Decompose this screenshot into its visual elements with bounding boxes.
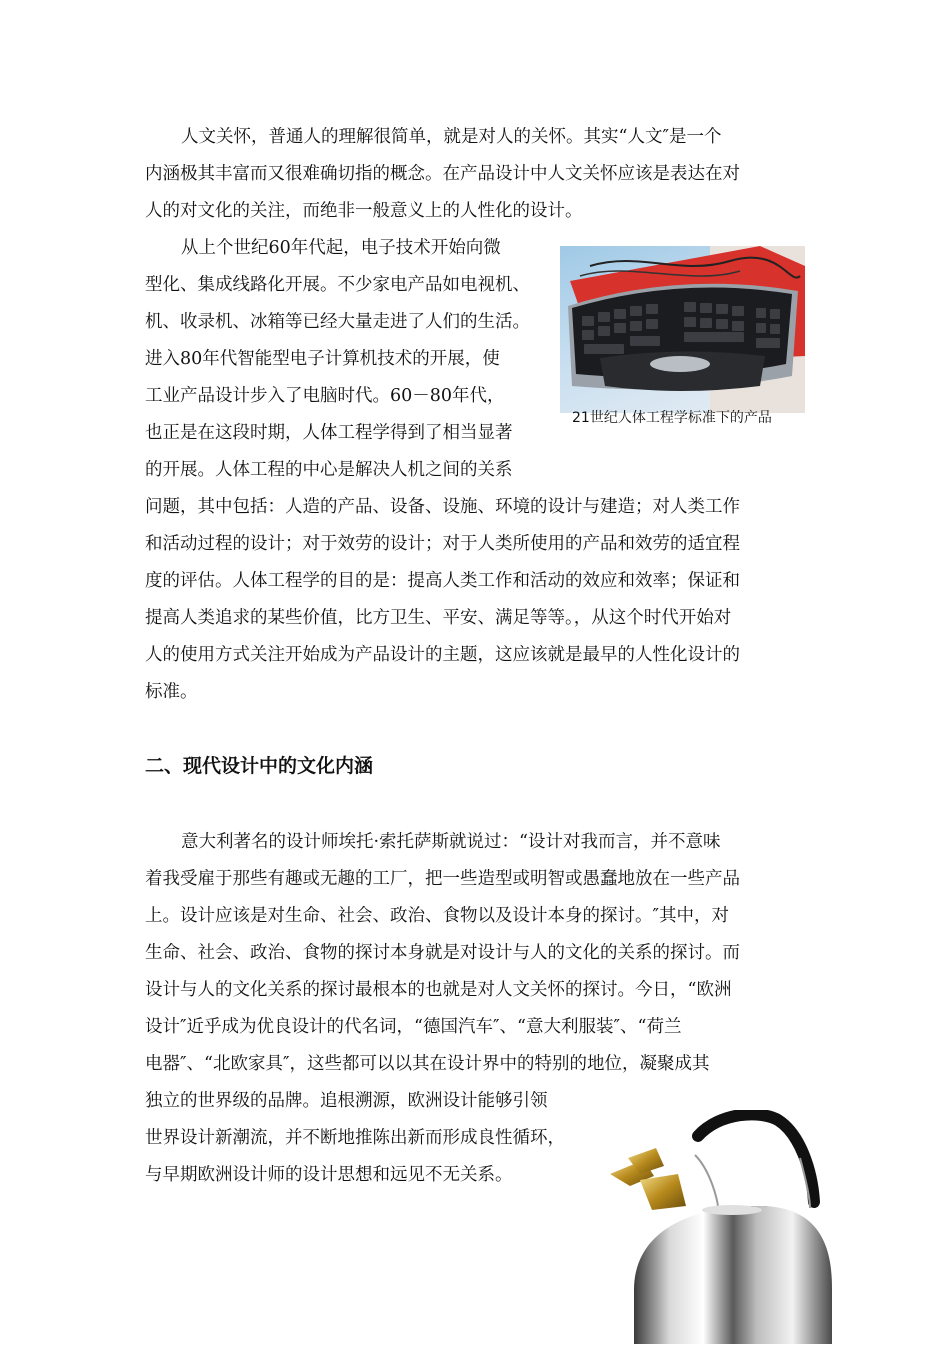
text-line: 型化、集成线路化开展。不少家电产品如电视机、 (145, 275, 530, 295)
text-line: 机、收录机、冰箱等已经大量走进了人们的生活。 (145, 312, 530, 332)
text-line: 人文关怀，普通人的理解很简单，就是对人的关怀。其实“人文″是一个 (181, 127, 722, 147)
text-line: 进入80年代智能型电子计算机技术的开展，使 (145, 349, 500, 369)
ergonomic-keyboard-photo-icon (560, 246, 805, 413)
text-line: 从上个世纪60年代起，电子技术开始向微 (181, 238, 501, 258)
text-line: 着我受雇于那些有趣或无趣的工厂，把一些造型或明智或愚蠢地放在一些产品 (145, 869, 740, 889)
paragraph-humanistic-care (145, 119, 805, 230)
text-line: 意大利著名的设计师埃托·索托萨斯就说过：“设计对我而言，并不意味 (181, 832, 721, 852)
text-line: 世界设计新潮流，并不断地推陈出新而形成良性循环， (145, 1128, 565, 1148)
kettle-illustration (600, 1110, 840, 1344)
keyboard-illustration (560, 246, 805, 413)
text-line: 内涵极其丰富而又很难确切指的概念。在产品设计中人文关怀应该是表达在对 (145, 164, 740, 184)
text-line: 和活动过程的设计；对于效劳的设计；对于人类所使用的产品和效劳的适宜程 (145, 534, 740, 554)
text-line: 人的使用方式关注开始成为产品设计的主题，这应该就是最早的人性化设计的 (145, 645, 740, 665)
text-line: 生命、社会、政治、食物的探讨本身就是对设计与人的文化的关系的探讨。而 (145, 943, 740, 963)
text-line: 与早期欧洲设计师的设计思想和远见不无关系。 (145, 1165, 513, 1185)
kettle-photo-icon (600, 1110, 840, 1344)
text-line: 也正是在这段时期，人体工程学得到了相当显著 (145, 423, 513, 443)
text-line: 设计″近乎成为优良设计的代名词，“德国汽车″、“意大利服装″、“荷兰 (145, 1017, 682, 1037)
text-line: 工业产品设计步入了电脑时代。60－80年代， (145, 386, 505, 406)
text-line: 度的评估。人体工程学的目的是：提高人类工作和活动的效应和效率；保证和 (145, 571, 740, 591)
text-line: 电器″、“北欧家具″，这些都可以以其在设计界中的特别的地位，凝聚成其 (145, 1054, 710, 1074)
text-line: 标准。 (145, 682, 198, 702)
text-line: 独立的世界级的品牌。追根溯源，欧洲设计能够引领 (145, 1091, 548, 1111)
figure-caption: 21世纪人体工程学标准下的产品 (572, 410, 772, 426)
section-heading: 二、现代设计中的文化内涵 (145, 755, 374, 777)
text-line: 设计与人的文化关系的探讨最根本的也就是对人文关怀的探讨。今日，“欧洲 (145, 980, 732, 1000)
text-line: 的开展。人体工程的中心是解决人机之间的关系 (145, 460, 513, 480)
text-line: 提高人类追求的某些价值，比方卫生、平安、满足等等。，从这个时代开始对 (145, 608, 732, 628)
text-line: 上。设计应该是对生命、社会、政治、食物以及设计本身的探讨。″其中，对 (145, 906, 730, 926)
text-line: 问题，其中包括：人造的产品、设备、设施、环境的设计与建造；对人类工作 (145, 497, 740, 517)
text-line: 人的对文化的关注，而绝非一般意义上的人性化的设计。 (145, 201, 583, 221)
